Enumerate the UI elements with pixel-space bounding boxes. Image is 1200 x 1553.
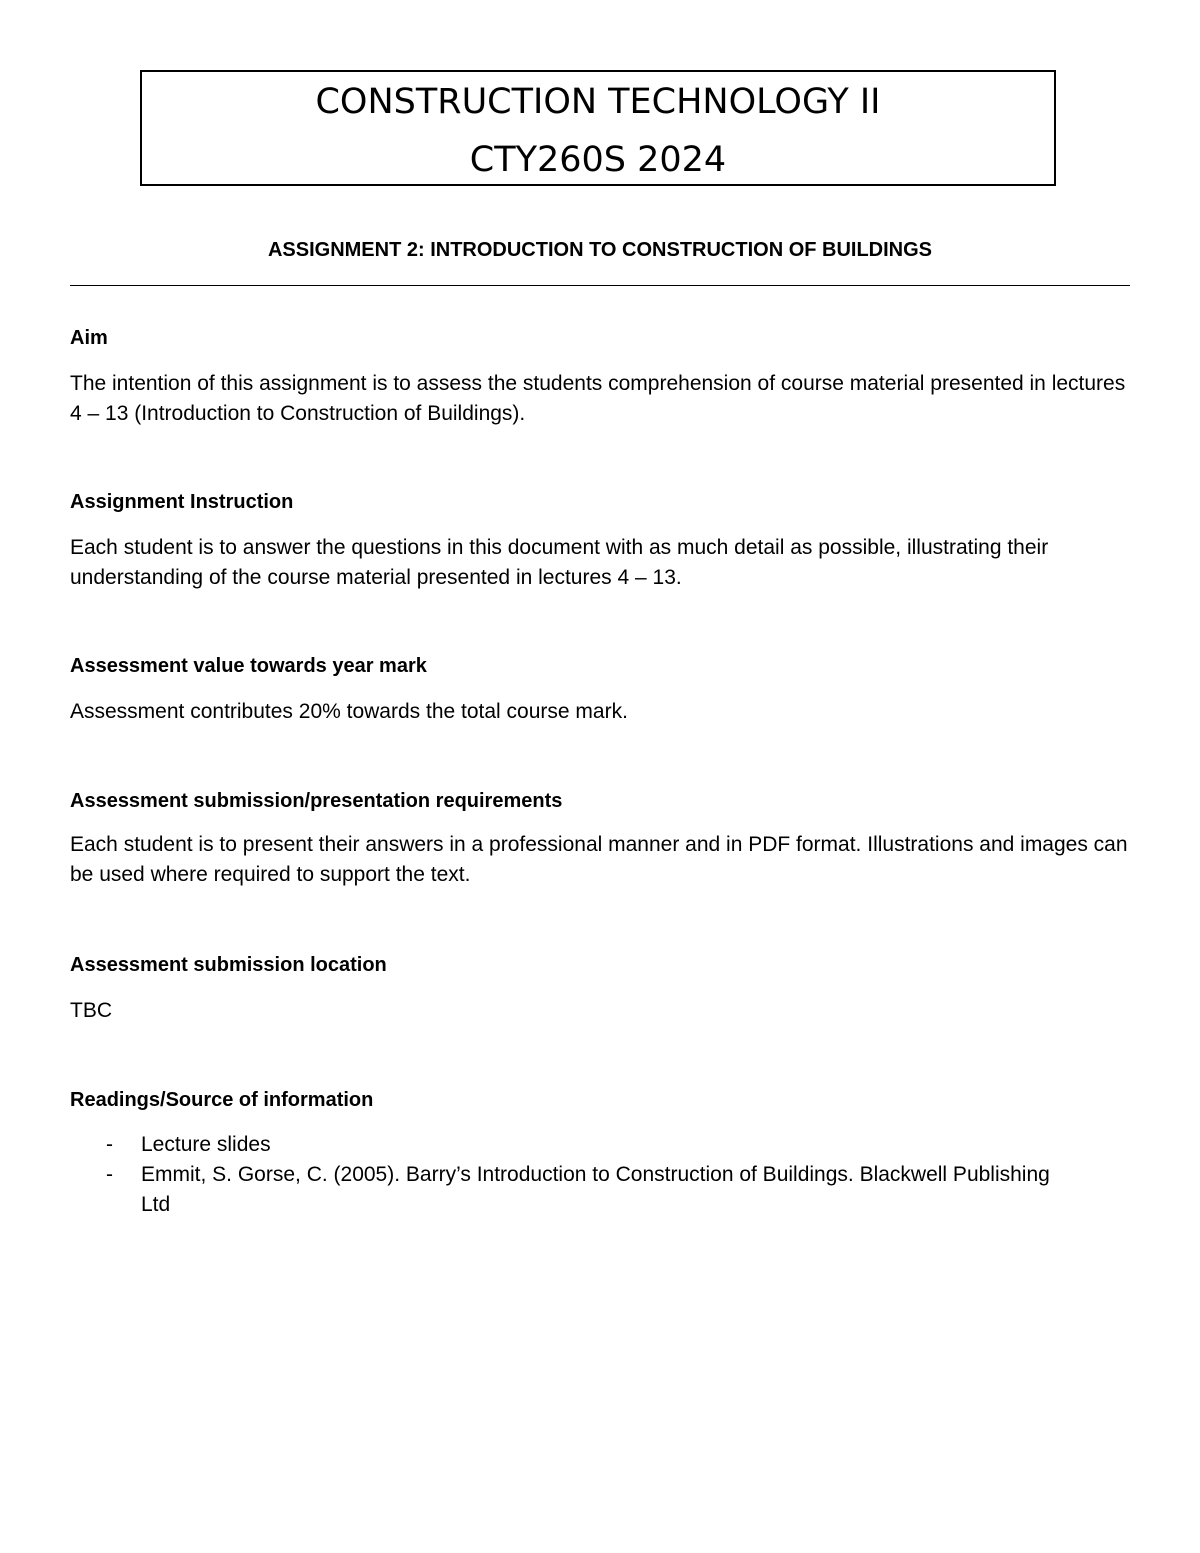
course-code: CTY260S 2024 (469, 140, 727, 180)
list-item (70, 1130, 1061, 1160)
instruction-heading: Assignment Instruction (70, 491, 294, 513)
readings-heading: Readings/Source of information (70, 1089, 374, 1111)
list-item (70, 1160, 1061, 1220)
value-body: Assessment contributes 20% towards the total course mark. (70, 700, 628, 723)
bullet-dash: - (106, 1133, 113, 1156)
requirements-heading: Assessment submission/presentation requirements (70, 790, 563, 812)
instruction-body: Each student is to answer the questions in this document with as much detail as possible, illustrating their understanding of the course material presented in lectures 4 – 13. (70, 536, 1049, 589)
assignment-title: ASSIGNMENT 2: INTRODUCTION TO CONSTRUCTION OF BUILDINGS (267, 239, 933, 261)
reading-lecture-slides: Lecture slides (141, 1133, 271, 1156)
bullet-dash: - (106, 1163, 113, 1186)
location-heading: Assessment submission location (70, 954, 387, 976)
aim-heading: Aim (70, 327, 108, 349)
course-title-box (140, 70, 1056, 186)
aim-body: The intention of this assignment is to assess the students comprehension of course material presented in lectures 4 – 13 (Introduction to Construction of Buildings). (70, 372, 1126, 425)
horizontal-divider (70, 285, 1130, 286)
reading-textbook: Emmit, S. Gorse, C. (2005). Barry’s Introduction to Construction of Buildings. Blackwell Publishing Ltd (141, 1163, 1050, 1216)
course-title: CONSTRUCTION TECHNOLOGY II (315, 82, 881, 122)
location-body: TBC (70, 999, 112, 1022)
value-heading: Assessment value towards year mark (70, 655, 427, 677)
readings-list (70, 1130, 1130, 1220)
requirements-body: Each student is to present their answers in a professional manner and in PDF format. Illustrations and images can be used where required to support the text. (70, 833, 1128, 886)
